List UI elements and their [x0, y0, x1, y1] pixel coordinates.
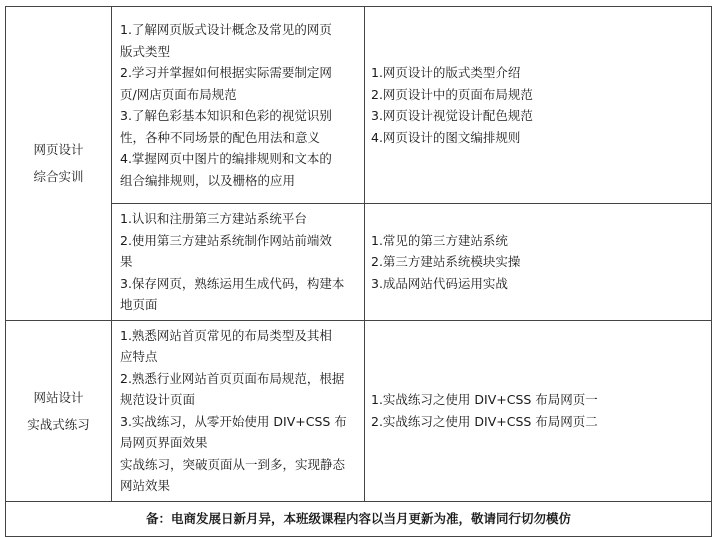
goal-line: 地页面	[120, 297, 158, 312]
goal-line: 1.了解网页版式设计概念及常见的网页	[120, 22, 332, 37]
topic-line: 网站设计	[33, 389, 84, 405]
content-line: 1.实战练习之使用 DIV+CSS 布局网页一	[371, 392, 598, 407]
content-line: 2.网页设计中的页面布局规范	[371, 86, 533, 102]
table-row	[6, 7, 712, 204]
table-row	[6, 320, 712, 501]
content-line: 2.实战练习之使用 DIV+CSS 布局网页二	[371, 413, 598, 429]
content-line: 1.网页设计的版式类型介绍	[371, 65, 521, 80]
goal-line: 2.熟悉行业网站首页页面布局规范，根据	[120, 370, 345, 386]
goal-line: 网站效果	[120, 478, 171, 493]
goal-line: 2.使用第三方建站系统制作网站前端效	[120, 232, 332, 248]
content-cell	[365, 204, 712, 321]
goal-line: 规范设计页面	[120, 392, 196, 407]
goal-line: 组合编排规则，以及栅格的应用	[120, 172, 296, 188]
content-line: 4.网页设计的图文编排规则	[371, 129, 521, 145]
curriculum-table	[5, 6, 712, 537]
goal-line: 版式类型	[120, 43, 171, 59]
topic-line: 综合实训	[33, 169, 84, 185]
content-cell	[365, 7, 712, 204]
curriculum-table-container	[5, 6, 711, 526]
goal-line: 实战练习，突破页面从一到多，实现静态	[120, 456, 346, 472]
goal-line: 果	[120, 254, 133, 269]
table-row	[6, 204, 712, 321]
goal-line: 2.学习并掌握如何根据实际需要制定网	[120, 65, 332, 80]
footnote: 备：电商发展日新月异，本班级课程内容以当月更新为准，敬请同行切勿模仿	[6, 501, 712, 536]
goal-line: 局网页界面效果	[120, 435, 208, 450]
topic-cell	[6, 7, 112, 321]
topic-line: 网页设计	[33, 142, 84, 158]
goal-line: 页/网店页面布局规范	[120, 86, 237, 102]
goal-line: 3.实战练习，从零开始使用 DIV+CSS 布	[120, 413, 347, 429]
goal-line: 1.认识和注册第三方建站系统平台	[120, 211, 307, 226]
goal-line: 1.熟悉网站首页常见的布局类型及其相	[120, 327, 332, 343]
note-row	[6, 501, 712, 536]
goal-line: 3.了解色彩基本知识和色彩的视觉识别	[120, 108, 332, 123]
content-line: 2.第三方建站系统模块实操	[371, 254, 521, 269]
goals-cell	[112, 204, 365, 321]
goal-line: 3.保存网页，熟练运用生成代码，构建本	[120, 275, 345, 291]
goals-cell	[112, 320, 365, 501]
topic-cell	[6, 320, 112, 501]
topic-line: 实战式练习	[27, 416, 90, 432]
goal-line: 性，各种不同场景的配色用法和意义	[120, 129, 321, 145]
content-line: 1.常见的第三方建站系统	[371, 232, 508, 248]
content-cell	[365, 320, 712, 501]
content-line: 3.成品网站代码运用实战	[371, 275, 508, 291]
goal-line: 4.掌握网页中图片的编排规则和文本的	[120, 151, 332, 166]
content-line: 3.网页设计视觉设计配色规范	[371, 108, 533, 123]
goal-line: 应特点	[120, 349, 158, 364]
goals-cell	[112, 7, 365, 204]
